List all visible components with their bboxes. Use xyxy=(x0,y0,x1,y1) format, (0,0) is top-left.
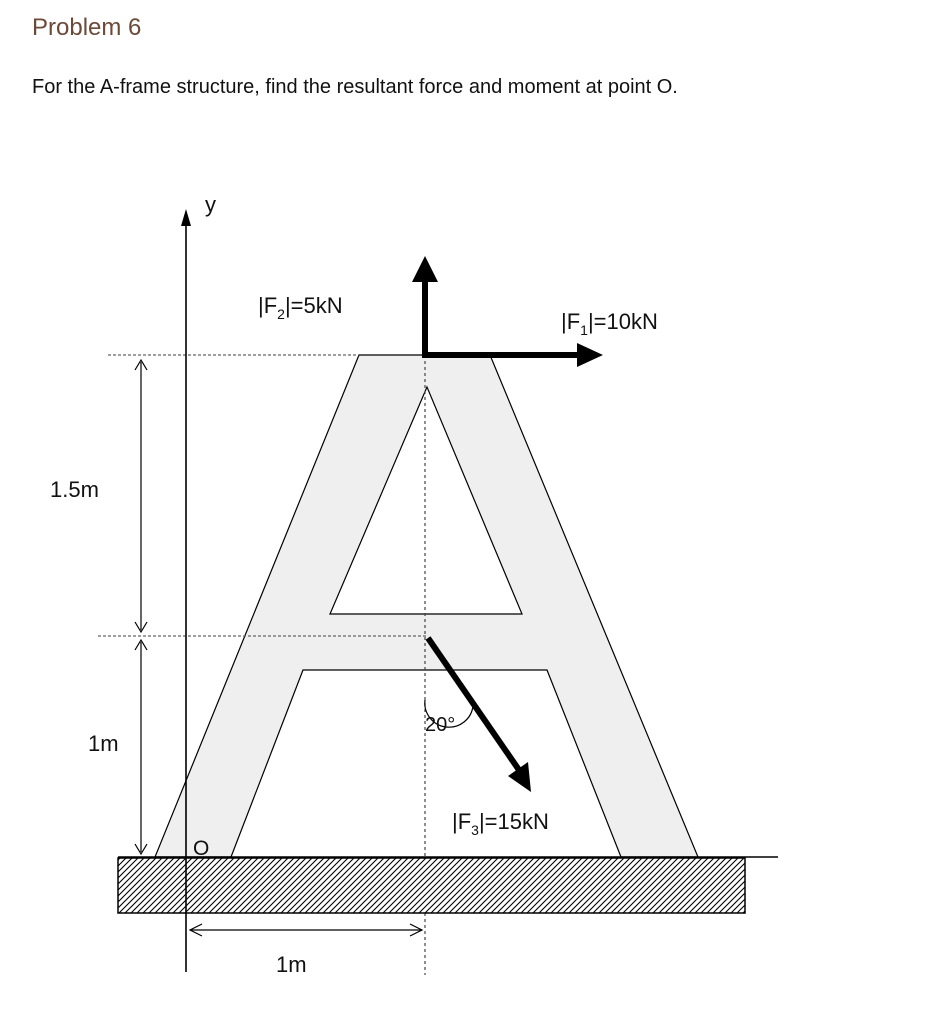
origin-label: O xyxy=(193,837,210,860)
y-axis-arrowhead xyxy=(181,209,191,226)
force-f2-arrowhead xyxy=(412,256,438,282)
ground-hatch xyxy=(118,858,745,913)
a-frame-structure xyxy=(155,355,698,857)
force-f2-label: $|F_2|=5kN$ xyxy=(258,293,343,322)
force-f1-arrowhead xyxy=(577,343,603,367)
angle-label: 20° xyxy=(425,714,456,736)
force-f1-label: $|F_1|=10kN$ xyxy=(561,309,658,338)
y-axis-label: y xyxy=(205,192,216,217)
dim-label-upper: 1.5m xyxy=(50,477,99,502)
dim-label-lower: 1m xyxy=(88,731,119,756)
dim-label-horizontal: 1m xyxy=(276,952,307,977)
force-f3-label: $|F_3|=15kN$ xyxy=(452,809,549,838)
problem-title: Problem 6 xyxy=(32,14,142,41)
problem-statement: For the A-frame structure, find the resultant force and moment at point O. xyxy=(32,76,678,98)
